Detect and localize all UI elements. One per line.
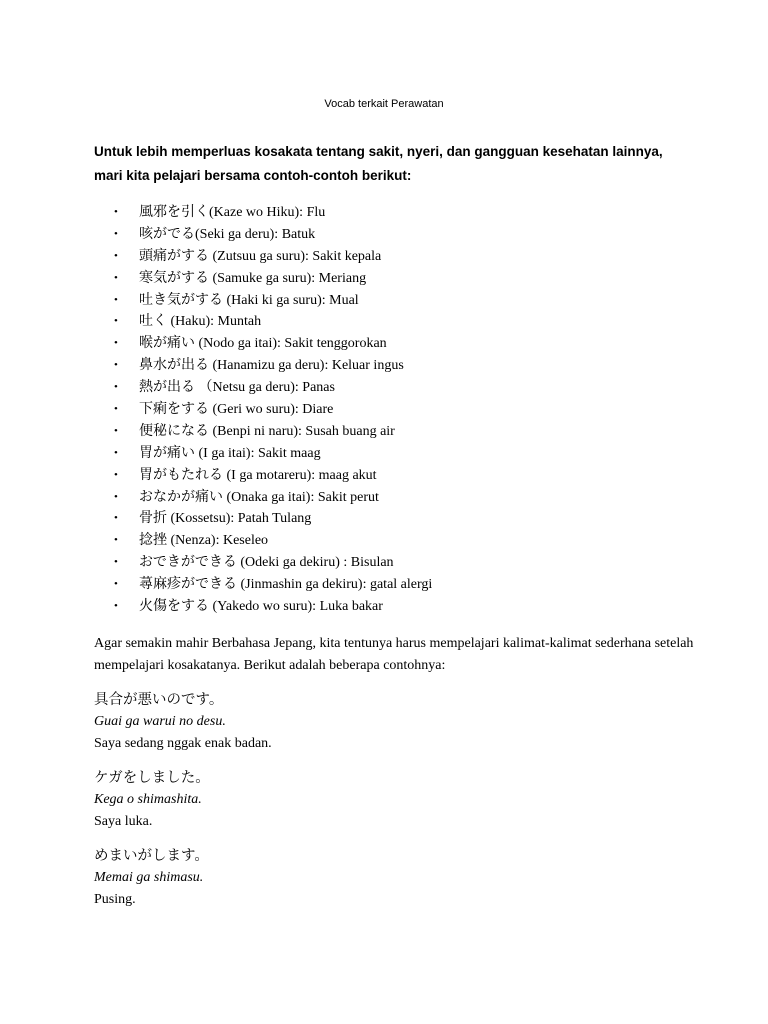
list-item: [0, 465, 768, 487]
list-item: [0, 333, 768, 355]
vocab-text: 熱が出る （Netsu ga deru): Panas: [139, 380, 335, 396]
list-item: [0, 399, 768, 421]
vocab-text: 便秘になる (Benpi ni naru): Susah buang air: [139, 423, 395, 439]
vocab-text: 吐き気がする (Haki ki ga suru): Mual: [139, 292, 359, 308]
body-paragraph: Agar semakin mahir Berbahasa Jepang, kita tentunya harus mempelajari kalimat-kalimat sederhana setelah mempelajari kosakatanya. Berikut adalah beberapa contohnya:: [94, 636, 694, 673]
vocab-text: 頭痛がする (Zutsuu ga suru): Sakit kepala: [139, 248, 382, 264]
list-item: [0, 311, 768, 333]
list-item: [0, 355, 768, 377]
bullet-icon: •: [114, 249, 118, 262]
bullet-icon: •: [114, 446, 118, 459]
list-item: [0, 508, 768, 530]
example-japanese: ケガをしました。: [94, 770, 210, 786]
list-item: [0, 290, 768, 312]
list-item: [0, 224, 768, 246]
bullet-icon: •: [114, 534, 118, 547]
example-block: [94, 689, 272, 755]
list-item: [0, 574, 768, 596]
bullet-icon: •: [114, 206, 118, 218]
bullet-icon: •: [114, 468, 118, 481]
vocab-text: 風邪を引く(Kaze wo Hiku): Flu: [139, 205, 326, 220]
bullet-icon: •: [114, 337, 118, 350]
vocab-text: 胃がもたれる (I ga motareru): maag akut: [139, 467, 377, 483]
list-item: [0, 596, 768, 618]
vocab-text: 火傷をする (Yakedo wo suru): Luka bakar: [139, 599, 383, 615]
vocab-text: 寒気がする (Samuke ga suru): Meriang: [139, 270, 367, 286]
list-item: [0, 552, 768, 574]
bullet-icon: •: [114, 315, 118, 328]
bullet-icon: •: [114, 490, 118, 503]
example-translation: Saya luka.: [94, 814, 153, 829]
list-item: [0, 530, 768, 552]
vocab-text: 胃が痛い (I ga itai): Sakit maag: [139, 445, 321, 461]
list-item: [0, 421, 768, 443]
example-japanese: 具合が悪いのです。: [94, 692, 224, 708]
list-item: [0, 377, 768, 399]
vocab-text: おできができる (Odeki ga dekiru) : Bisulan: [139, 555, 394, 571]
vocab-text: 咳がでる(Seki ga deru): Batuk: [139, 226, 316, 242]
vocab-text: おなかが痛い (Onaka ga itai): Sakit perut: [139, 489, 379, 505]
vocab-text: 吐く (Haku): Muntah: [139, 314, 262, 330]
vocab-list: [0, 202, 768, 618]
bullet-icon: •: [114, 512, 118, 525]
list-item: [0, 202, 768, 224]
example-block: [94, 767, 210, 833]
document-title: Vocab terkait Perawatan: [324, 98, 444, 110]
vocab-text: 捻挫 (Nenza): Keseleo: [139, 533, 269, 549]
example-romaji: Memai ga shimasu.: [94, 870, 204, 885]
list-item: [0, 443, 768, 465]
list-item: [0, 487, 768, 509]
example-romaji: Guai ga warui no desu.: [94, 714, 226, 729]
vocab-text: 骨折 (Kossetsu): Patah Tulang: [139, 511, 312, 527]
bullet-icon: •: [114, 293, 118, 306]
example-block: [94, 845, 209, 911]
bullet-icon: •: [114, 359, 118, 372]
vocab-text: 下痢をする (Geri wo suru): Diare: [139, 402, 334, 418]
bullet-icon: •: [114, 556, 118, 569]
example-romaji: Kega o shimashita.: [94, 792, 202, 807]
bullet-icon: •: [114, 578, 118, 591]
example-japanese: めまいがします。: [94, 848, 209, 864]
list-item: [0, 268, 768, 290]
bullet-icon: •: [114, 381, 118, 394]
vocab-text: 鼻水が出る (Hanamizu ga deru): Keluar ingus: [139, 358, 404, 374]
vocab-text: 喉が痛い (Nodo ga itai): Sakit tenggorokan: [139, 336, 387, 352]
bullet-icon: •: [114, 424, 118, 437]
bullet-icon: •: [114, 227, 118, 240]
list-item: [0, 246, 768, 268]
intro-text: Untuk lebih memperluas kosakata tentang sakit, nyeri, dan gangguan kesehatan lainnya, mari kita pelajari bersama contoh-contoh berikut:: [94, 144, 663, 183]
bullet-icon: •: [114, 271, 118, 284]
bullet-icon: •: [114, 600, 118, 613]
example-translation: Saya sedang nggak enak badan.: [94, 736, 272, 751]
vocab-text: 蕁麻疹ができる (Jinmashin ga dekiru): gatal alergi: [139, 577, 433, 593]
bullet-icon: •: [114, 403, 118, 416]
example-translation: Pusing.: [94, 892, 136, 907]
